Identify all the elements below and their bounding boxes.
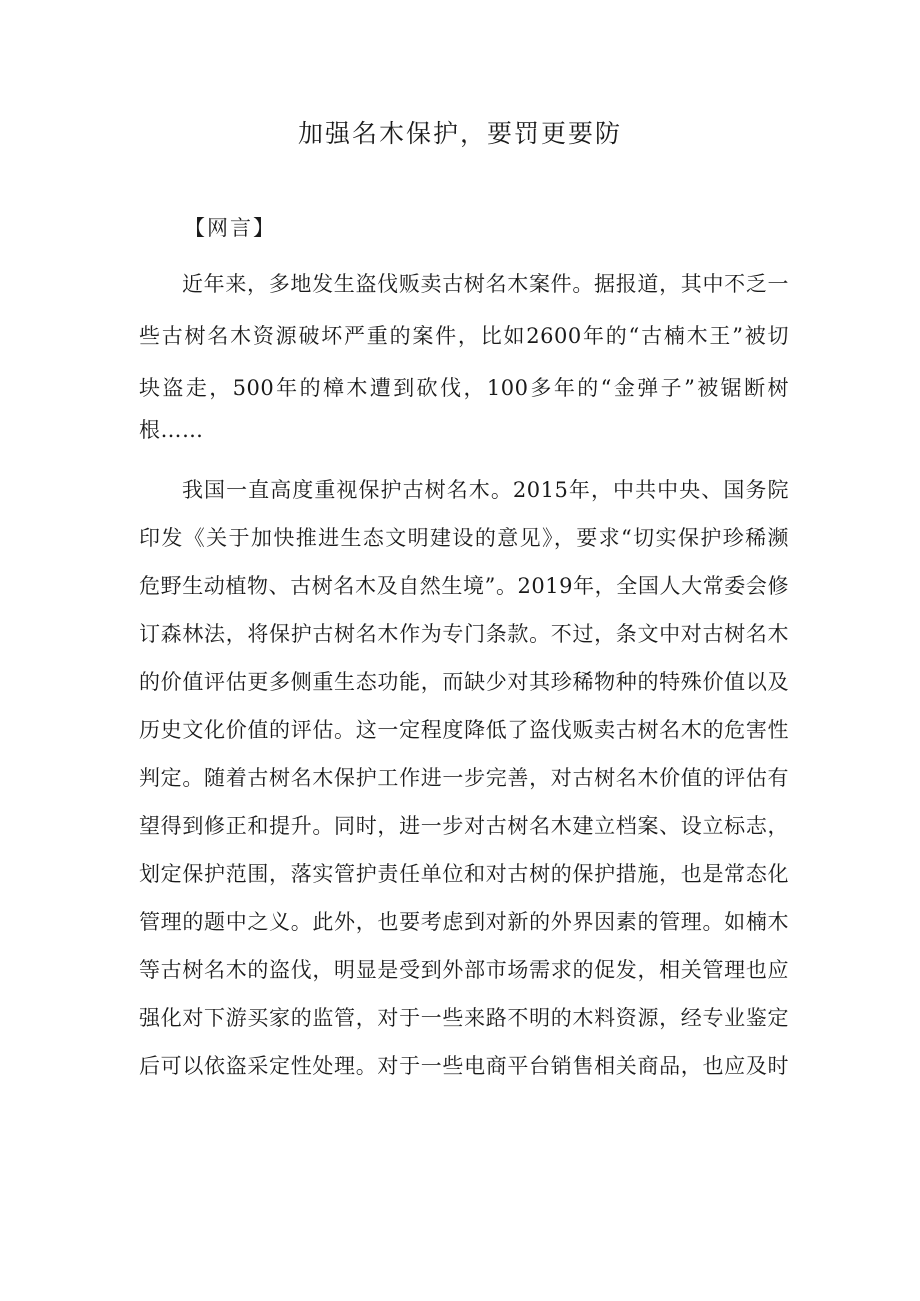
paragraph-line: 的价值评估更多侧重生态功能，而缺少对其珍稀物种的特殊价值以及 xyxy=(139,670,789,694)
paragraph-line: 订森林法，将保护古树名木作为专门条款。不过，条文中对古树名木 xyxy=(139,622,789,646)
paragraph-line: 近年来，多地发生盗伐贩卖古树名木案件。据报道，其中不乏一 xyxy=(182,272,789,296)
paragraph-line: 块盗走，500年的樟木遭到砍伐，100多年的“金弹子”被锯断树 xyxy=(139,376,789,400)
paragraph-line: 根…… xyxy=(139,418,204,442)
paragraph-line: 管理的题中之义。此外，也要考虑到对新的外界因素的管理。如楠木 xyxy=(139,910,789,934)
page-title: 加强名木保护，要罚更要防 xyxy=(297,119,622,148)
paragraph-line: 些古树名木资源破坏严重的案件，比如2600年的“古楠木王”被切 xyxy=(139,324,789,348)
paragraph-line: 判定。随着古树名木保护工作进一步完善，对古树名木价值的评估有 xyxy=(139,766,789,790)
paragraph-line: 印发《关于加快推进生态文明建设的意见》，要求“切实保护珍稀濒 xyxy=(139,526,789,550)
paragraph-line: 望得到修正和提升。同时，进一步对古树名木建立档案、设立标志， xyxy=(139,814,789,838)
paragraph-line: 历史文化价值的评估。这一定程度降低了盗伐贩卖古树名木的危害性 xyxy=(139,718,789,742)
paragraph-line: 我国一直高度重视保护古树名木。2015年，中共中央、国务院 xyxy=(182,478,789,502)
paragraph-line: 等古树名木的盗伐，明显是受到外部市场需求的促发，相关管理也应 xyxy=(139,958,789,982)
paragraph-line: 后可以依盗采定性处理。对于一些电商平台销售相关商品，也应及时 xyxy=(139,1054,789,1078)
paragraph-line: 划定保护范围，落实管护责任单位和对古树的保护措施，也是常态化 xyxy=(139,862,789,886)
section-label: 【网言】 xyxy=(184,216,276,240)
paragraph-line: 强化对下游买家的监管，对于一些来路不明的木料资源，经专业鉴定 xyxy=(139,1006,789,1030)
paragraph-line: 危野生动植物、古树名木及自然生境”。2019年，全国人大常委会修 xyxy=(139,574,789,598)
